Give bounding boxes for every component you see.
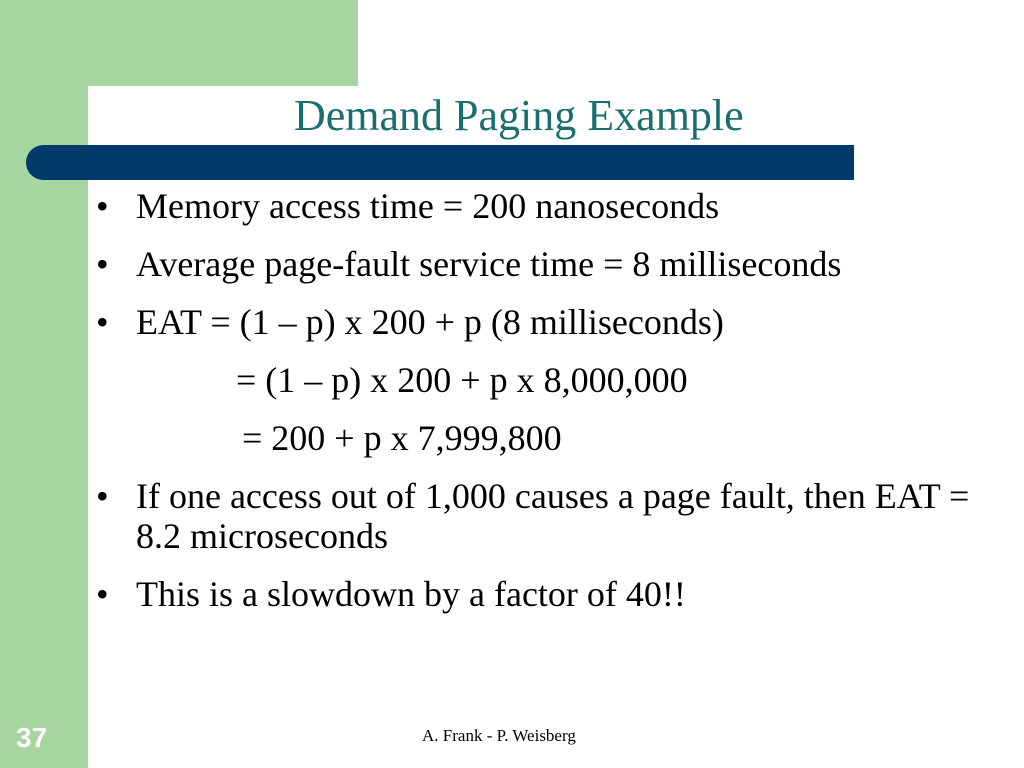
bullet-glyph: • bbox=[96, 574, 109, 614]
bullet-text: This is a slowdown by a factor of 40!! bbox=[136, 574, 686, 614]
bullet-text: EAT = (1 – p) x 200 + p (8 milliseconds) bbox=[136, 302, 724, 342]
bullet-item bbox=[96, 244, 996, 284]
slide-number: 37 bbox=[16, 722, 48, 753]
equation-continuation-line: = (1 – p) x 200 + p x 8,000,000 bbox=[236, 360, 688, 400]
bullet-text: Memory access time = 200 nanoseconds bbox=[136, 186, 720, 226]
top-green-frame bbox=[0, 0, 358, 86]
bullet-glyph: • bbox=[96, 244, 109, 284]
footer-authors: A. Frank - P. Weisberg bbox=[422, 726, 576, 745]
bullet-glyph: • bbox=[96, 186, 109, 226]
title-underline-bar bbox=[26, 145, 854, 180]
bullet-text: If one access out of 1,000 causes a page fault, then EAT = 8.2 microseconds bbox=[136, 476, 970, 556]
bullet-glyph: • bbox=[96, 302, 109, 342]
left-green-frame bbox=[0, 0, 88, 768]
bullet-item bbox=[96, 574, 996, 614]
bullet-glyph: • bbox=[96, 476, 109, 516]
bullet-item bbox=[96, 476, 996, 556]
slide-content bbox=[96, 186, 996, 632]
bullet-text: Average page-fault service time = 8 milliseconds bbox=[136, 244, 842, 284]
slide-title: Demand Paging Example bbox=[294, 91, 744, 140]
bullet-item bbox=[96, 186, 996, 226]
equation-continuation-line: = 200 + p x 7,999,800 bbox=[242, 418, 562, 458]
bullet-item bbox=[96, 302, 996, 342]
